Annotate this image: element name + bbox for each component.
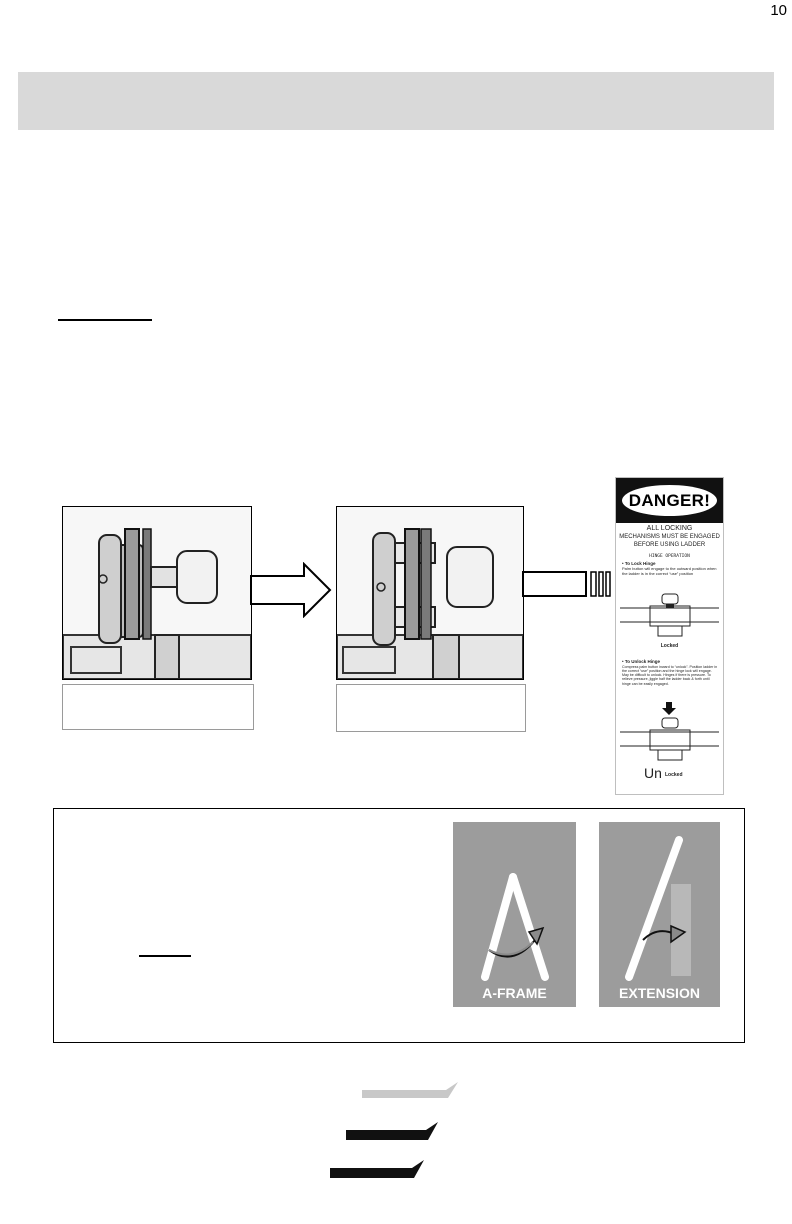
lock-heading: • To Lock Hinge bbox=[622, 561, 656, 566]
emphasis-underline bbox=[139, 955, 191, 957]
danger-label bbox=[615, 477, 724, 795]
caption-box-unlocked bbox=[62, 684, 254, 730]
hinge-photo-unlocked bbox=[62, 506, 252, 680]
warning-line-1: ALL LOCKING bbox=[646, 525, 693, 532]
extension-card bbox=[599, 822, 720, 1007]
ladder-modes-panel bbox=[53, 808, 745, 1043]
unlocked-prefix: Un bbox=[644, 765, 662, 781]
danger-header bbox=[616, 478, 723, 523]
warning-line-2: MECHANISMS MUST BE ENGAGED bbox=[619, 534, 720, 540]
hinge-lock-icon bbox=[337, 507, 523, 679]
hinge-locked-diagram bbox=[620, 590, 719, 648]
unlock-heading: • To Unlock Hinge bbox=[622, 659, 660, 664]
page-number: 10 bbox=[770, 2, 787, 19]
extension-label: EXTENSION bbox=[619, 985, 700, 1001]
lock-text: Palm button will engage to the outward position when the ladder is in the correct “use” position bbox=[622, 566, 717, 576]
page-arrows-icon bbox=[326, 1080, 466, 1186]
unlocked-caption: Locked bbox=[665, 772, 683, 778]
a-frame-ladder-icon bbox=[453, 822, 576, 1007]
locked-caption: Locked bbox=[660, 643, 679, 649]
hinge-operation-title: HINGE OPERATION bbox=[649, 554, 690, 559]
warning-line-3: BEFORE USING LADDER bbox=[633, 542, 706, 548]
heading-underline bbox=[58, 319, 152, 321]
hinge-unlocked-diagram bbox=[620, 702, 719, 764]
danger-title: DANGER! bbox=[622, 485, 717, 516]
pointer-arrow-icon bbox=[522, 569, 612, 599]
hinge-lock-icon bbox=[63, 507, 251, 679]
extension-ladder-icon bbox=[599, 822, 720, 1007]
unlock-text: Compress palm button inward to “unlock”. Position ladder in the correct “use” position and the hinge lock will engage. May be difficult to unlock. Hinges if there is pressure. To relieve pressure, jiggle half the ladder back & forth until hinge can be easily engaged. bbox=[622, 665, 718, 686]
a-frame-card bbox=[453, 822, 576, 1007]
header-band bbox=[18, 72, 774, 130]
hinge-photo-locked bbox=[336, 506, 524, 680]
right-arrow-icon bbox=[250, 562, 332, 618]
a-frame-label: A-FRAME bbox=[482, 985, 547, 1001]
caption-box-locked bbox=[336, 684, 526, 732]
